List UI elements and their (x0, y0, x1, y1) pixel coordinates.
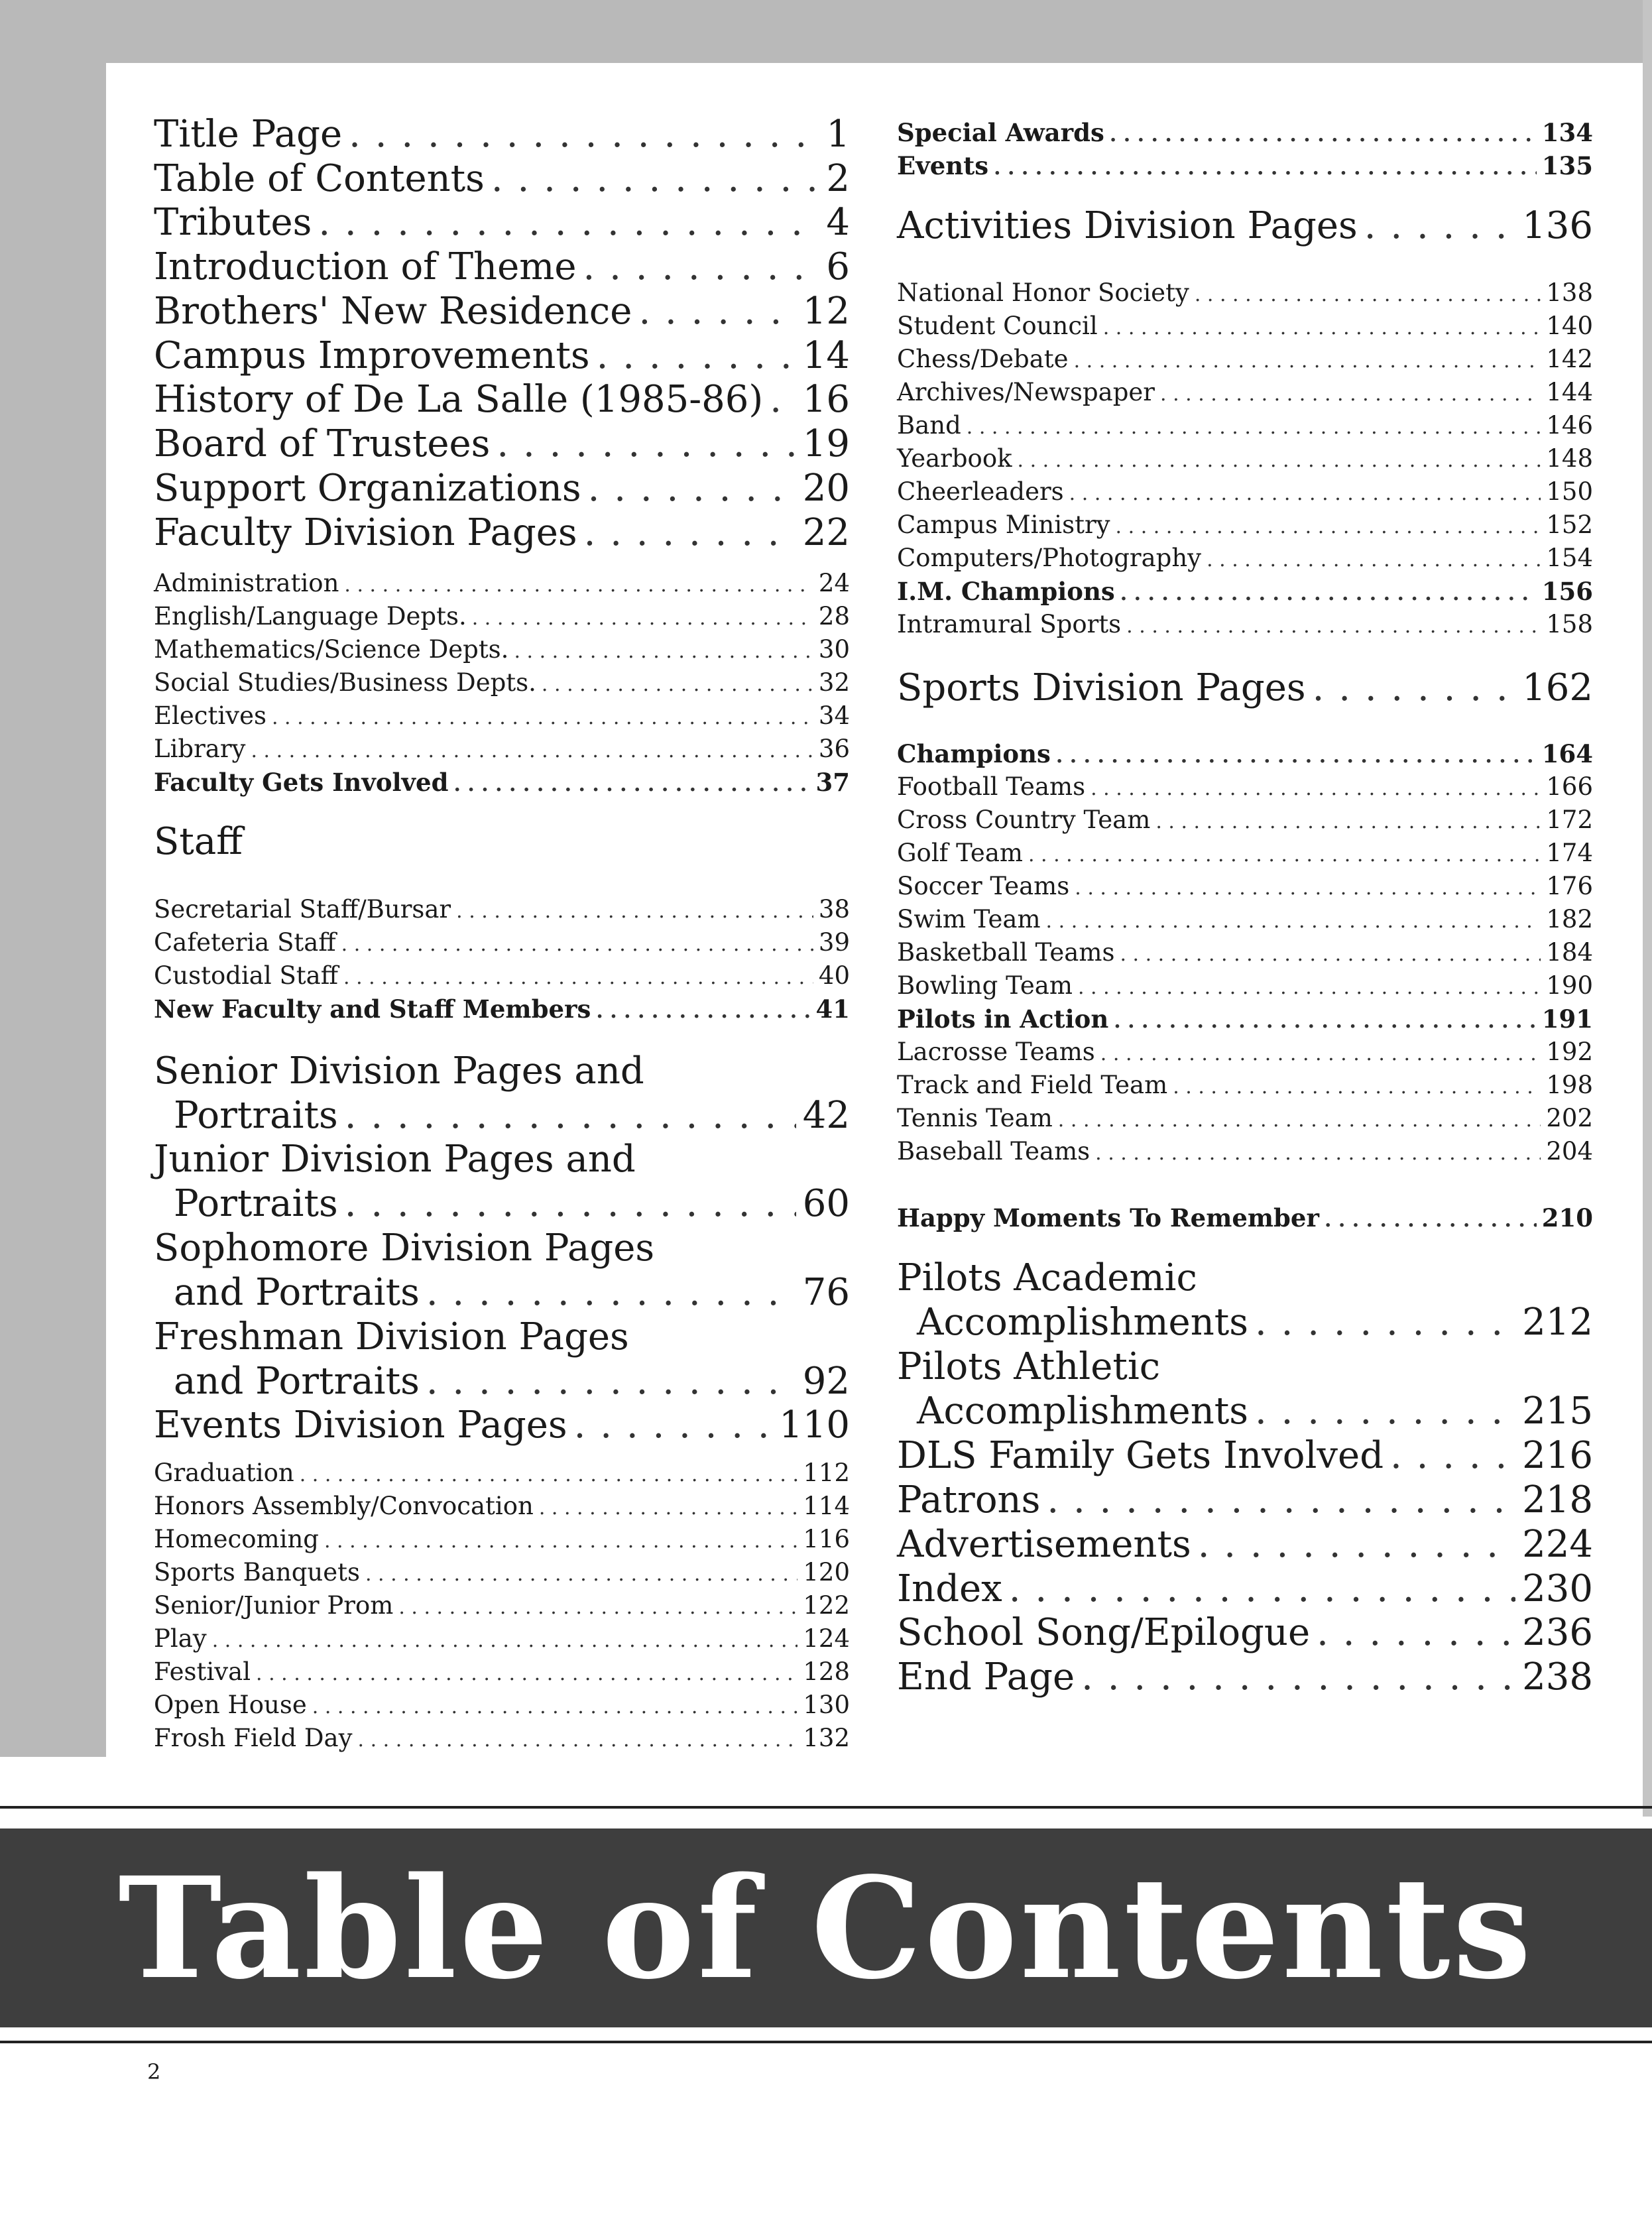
toc-subentry[interactable]: Bowling Team . . . 190 (897, 971, 1593, 1000)
toc-subentry[interactable]: Senior/Junior Prom . . . 122 (154, 1591, 850, 1620)
leader-dots (426, 1271, 796, 1314)
divider-rule-top (0, 1806, 1652, 1809)
toc-subentry[interactable]: Band . . . 146 (897, 411, 1593, 440)
leader-dots (456, 900, 813, 923)
toc-subentry[interactable]: Golf Team . . . 174 (897, 839, 1593, 867)
toc-subentry[interactable]: Swim Team . . . 182 (897, 905, 1593, 933)
page-border-right (1643, 0, 1652, 1817)
toc-subentry[interactable]: Track and Field Team . . . 198 (897, 1071, 1593, 1099)
leader-dots (638, 290, 796, 333)
leader-dots (514, 640, 813, 663)
leader-dots (1317, 1611, 1515, 1654)
leader-dots (1120, 582, 1537, 605)
toc-subentry[interactable]: Cafeteria Staff . . . 39 (154, 928, 850, 957)
leader-dots (398, 1596, 797, 1619)
toc-entry[interactable]: and Portraits . . . 76 (154, 1271, 850, 1314)
leader-dots (1325, 1209, 1537, 1232)
divider-rule-bottom (0, 2041, 1652, 2043)
toc-entry[interactable]: Support Organizations . . . 20 (154, 467, 850, 510)
leader-dots (1009, 1567, 1515, 1610)
leader-dots (542, 673, 813, 696)
toc-entry[interactable]: Events Division Pages . . . 110 (154, 1404, 850, 1447)
leader-dots (1173, 1075, 1541, 1099)
leader-dots (312, 1695, 798, 1718)
toc-subentry[interactable]: Chess/Debate . . . 142 (897, 345, 1593, 373)
leader-dots (584, 511, 796, 554)
toc-entry[interactable]: Table of Contents . . . 2 (154, 157, 850, 200)
page-title: Table of Contents (118, 1846, 1534, 2010)
toc-entry-line1: Freshman Division Pages (154, 1315, 629, 1358)
leader-dots (967, 416, 1541, 439)
toc-entry[interactable]: Campus Improvements . . . 14 (154, 334, 850, 377)
leader-dots (994, 156, 1537, 180)
leader-dots (472, 607, 813, 630)
leader-dots (1120, 943, 1541, 966)
leader-dots (1100, 1042, 1541, 1065)
leader-dots (597, 334, 796, 377)
leader-dots (1058, 1108, 1541, 1132)
toc-entry[interactable]: Accomplishments . . . 212 (897, 1301, 1593, 1344)
leader-dots (1155, 810, 1541, 833)
toc-subentry[interactable]: Intramural Sports . . . 158 (897, 610, 1593, 638)
toc-subentry[interactable]: Soccer Teams . . . 176 (897, 872, 1593, 900)
leader-dots (1074, 349, 1541, 373)
toc-subentry[interactable]: English/Language Depts. . . . 28 (154, 602, 850, 630)
toc-entry[interactable]: Tributes . . . 4 (154, 201, 850, 244)
leader-dots (1103, 316, 1541, 339)
toc-subentry[interactable]: Campus Ministry . . . 152 (897, 510, 1593, 539)
toc-subentry[interactable]: Homecoming . . . 116 (154, 1525, 850, 1553)
leader-dots (256, 1662, 797, 1685)
toc-subentry[interactable]: Mathematics/Science Depts. . . . 30 (154, 635, 850, 664)
toc-subentry[interactable]: Festival . . . 128 (154, 1657, 850, 1686)
toc-entry[interactable]: Accomplishments . . . 215 (897, 1390, 1593, 1433)
toc-subentry[interactable]: Football Teams . . . 166 (897, 772, 1593, 801)
toc-entry[interactable]: Portraits . . . 42 (154, 1094, 850, 1137)
toc-entry-line1: Senior Division Pages and (154, 1049, 644, 1093)
leader-dots (1195, 283, 1541, 306)
leader-dots (1160, 383, 1541, 406)
toc-entry[interactable]: Faculty Division Pages . . . 22 (154, 511, 850, 554)
toc-subentry[interactable]: I.M. Champions . . . 156 (897, 577, 1593, 606)
toc-subentry[interactable]: Tennis Team . . . 202 (897, 1104, 1593, 1132)
toc-subentry[interactable]: Happy Moments To Remember . . . 210 (897, 1203, 1593, 1232)
leader-dots (1313, 666, 1516, 709)
leader-dots (1046, 910, 1541, 933)
toc-entry-line1: Pilots Athletic (897, 1345, 1161, 1388)
leader-dots (1255, 1301, 1515, 1344)
leader-dots (1198, 1523, 1515, 1566)
toc-entry[interactable]: Patrons . . . 218 (897, 1478, 1593, 1522)
leader-dots (324, 1529, 797, 1553)
leader-dots (1364, 204, 1515, 247)
leader-dots (1091, 777, 1541, 800)
leader-dots (1126, 615, 1541, 638)
toc-subentry[interactable]: Cheerleaders . . . 150 (897, 477, 1593, 506)
toc-subentry[interactable]: Cross Country Team . . . 172 (897, 806, 1593, 834)
toc-subentry[interactable]: Open House . . . 130 (154, 1691, 850, 1719)
leader-dots (358, 1728, 798, 1752)
toc-subentry[interactable]: Administration . . . 24 (154, 569, 850, 597)
leader-dots (770, 378, 796, 421)
toc-entry[interactable]: Introduction of Theme . . . 6 (154, 245, 850, 288)
leader-dots (1028, 843, 1541, 867)
toc-subentry[interactable]: Archives/Newspaper . . . 144 (897, 378, 1593, 406)
leader-dots (212, 1629, 798, 1652)
leader-dots (539, 1496, 798, 1520)
leader-dots (583, 245, 820, 288)
leader-dots (345, 1182, 796, 1225)
toc-entry[interactable]: Brothers' New Residence . . . 12 (154, 290, 850, 333)
leader-dots (1095, 1142, 1541, 1165)
leader-dots (251, 739, 813, 762)
toc-left-column (154, 0, 850, 1777)
toc-subentry[interactable]: Sports Banquets . . . 120 (154, 1558, 850, 1587)
leader-dots (1018, 449, 1541, 472)
leader-dots (426, 1360, 796, 1403)
leader-dots (1081, 1655, 1515, 1699)
staff-heading: Staff (154, 820, 243, 863)
leader-dots (1207, 548, 1541, 571)
toc-subentry[interactable]: Library . . . 36 (154, 735, 850, 763)
toc-subentry[interactable]: Honors Assembly/Convocation . . . 114 (154, 1492, 850, 1520)
toc-subentry[interactable]: Frosh Field Day . . . 132 (154, 1724, 850, 1752)
leader-dots (341, 933, 813, 956)
toc-subentry[interactable]: Lacrosse Teams . . . 192 (897, 1038, 1593, 1066)
leader-dots (1390, 1434, 1515, 1477)
leader-dots (349, 113, 819, 156)
leader-dots (1047, 1478, 1515, 1522)
leader-dots (574, 1404, 772, 1447)
toc-entry[interactable]: Advertisements . . . 224 (897, 1523, 1593, 1566)
toc-right-column (897, 0, 1593, 1777)
leader-dots (1114, 1010, 1537, 1033)
toc-subentry[interactable]: Champions . . . 164 (897, 739, 1593, 768)
leader-dots (497, 422, 796, 465)
toc-subentry[interactable]: Yearbook . . . 148 (897, 444, 1593, 473)
toc-entry[interactable]: Sports Division Pages . . . 162 (897, 666, 1593, 709)
toc-subentry[interactable]: Graduation . . . 112 (154, 1459, 850, 1487)
leader-dots (1255, 1390, 1515, 1433)
toc-subentry[interactable]: Baseball Teams . . . 204 (897, 1137, 1593, 1166)
toc-subentry[interactable]: Custodial Staff . . . 40 (154, 961, 850, 990)
toc-subentry[interactable]: Special Awards . . . 134 (897, 118, 1593, 147)
toc-entry[interactable]: Board of Trustees . . . 19 (154, 422, 850, 465)
toc-subentry[interactable]: Faculty Gets Involved . . . 37 (154, 768, 850, 797)
leader-dots (300, 1463, 798, 1486)
leader-dots (1116, 515, 1541, 538)
toc-entry-line1: Sophomore Division Pages (154, 1227, 655, 1270)
toc-subentry[interactable]: New Faculty and Staff Members . . . 41 (154, 994, 850, 1024)
toc-entry[interactable]: End Page . . . 238 (897, 1655, 1593, 1699)
leader-dots (491, 157, 819, 200)
leader-dots (272, 706, 813, 729)
toc-entry-line1: Junior Division Pages and (154, 1138, 636, 1181)
toc-entry[interactable]: Index . . . 230 (897, 1567, 1593, 1610)
leader-dots (1075, 876, 1541, 900)
leader-dots (345, 1094, 796, 1137)
toc-entry[interactable]: Title Page . . . 1 (154, 113, 850, 156)
toc-entry[interactable]: School Song/Epilogue . . . 236 (897, 1611, 1593, 1654)
toc-entry[interactable]: Activities Division Pages . . . 136 (897, 204, 1593, 247)
toc-subentry[interactable]: Events . . . 135 (897, 151, 1593, 180)
leader-dots (588, 467, 796, 510)
toc-subentry[interactable]: Pilots in Action . . . 191 (897, 1004, 1593, 1034)
toc-subentry[interactable]: National Honor Society . . . 138 (897, 278, 1593, 307)
leader-dots (1069, 482, 1541, 505)
page-number: 2 (147, 2059, 161, 2084)
toc-subentry[interactable]: Basketball Teams . . . 184 (897, 938, 1593, 967)
leader-dots (318, 201, 819, 244)
toc-entry[interactable]: and Portraits . . . 92 (154, 1360, 850, 1403)
toc-subentry[interactable]: Social Studies/Business Depts. . . . 32 (154, 668, 850, 697)
toc-subentry[interactable]: Electives . . . 34 (154, 701, 850, 730)
leader-dots (596, 1000, 810, 1023)
toc-subentry[interactable]: Play . . . 124 (154, 1624, 850, 1653)
leader-dots (343, 966, 813, 989)
leader-dots (1078, 976, 1541, 999)
leader-dots (1056, 745, 1537, 768)
toc-subentry[interactable]: Secretarial Staff/Bursar . . . 38 (154, 895, 850, 924)
toc-subentry[interactable]: Student Council . . . 140 (897, 312, 1593, 340)
toc-entry[interactable]: DLS Family Gets Involved . . . 216 (897, 1434, 1593, 1477)
leader-dots (344, 573, 813, 597)
toc-entry[interactable]: Portraits . . . 60 (154, 1182, 850, 1225)
leader-dots (453, 773, 810, 796)
toc-entry[interactable]: History of De La Salle (1985-86) . . . 16 (154, 378, 850, 421)
leader-dots (365, 1563, 797, 1586)
leader-dots (1110, 123, 1537, 147)
page-border-left (0, 63, 106, 1757)
toc-entry-line1: Pilots Academic (897, 1256, 1197, 1299)
toc-subentry[interactable]: Computers/Photography . . . 154 (897, 544, 1593, 572)
